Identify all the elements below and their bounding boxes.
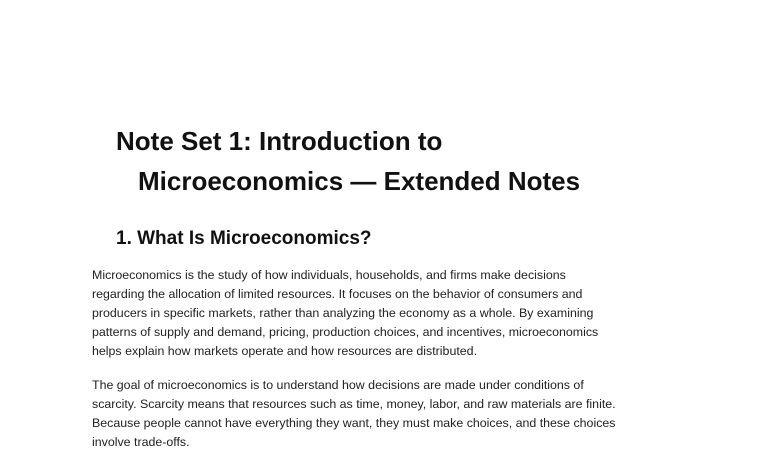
body-paragraph (92, 266, 702, 361)
section-heading: 1. What Is Microeconomics? (116, 228, 372, 249)
paragraph-line: Microeconomics is the study of how individuals, households, and firms make decisions (92, 268, 566, 282)
paragraph-line: regarding the allocation of limited resources. It focuses on the behavior of consumers and (92, 287, 583, 301)
paragraph-line: scarcity. Scarcity means that resources such as time, money, labor, and raw materials are finite. (92, 397, 616, 411)
paragraph-line: patterns of supply and demand, pricing, production choices, and incentives, microeconomics (92, 325, 599, 339)
title-line: Note Set 1: Introduction to (116, 126, 443, 156)
paragraph-line: involve trade-offs. (92, 435, 190, 449)
paragraph-line: helps explain how markets operate and how resources are distributed. (92, 344, 478, 358)
body-paragraph (92, 376, 702, 452)
paragraph-line: Because people cannot have everything they want, they must make choices, and these choices (92, 416, 616, 430)
page-title (116, 121, 676, 201)
title-line: Microeconomics — Extended Notes (138, 166, 581, 196)
paragraph-line: The goal of microeconomics is to understand how decisions are made under conditions of (92, 378, 584, 392)
paragraph-line: producers in specific markets, rather than analyzing the economy as a whole. By examining (92, 306, 594, 320)
